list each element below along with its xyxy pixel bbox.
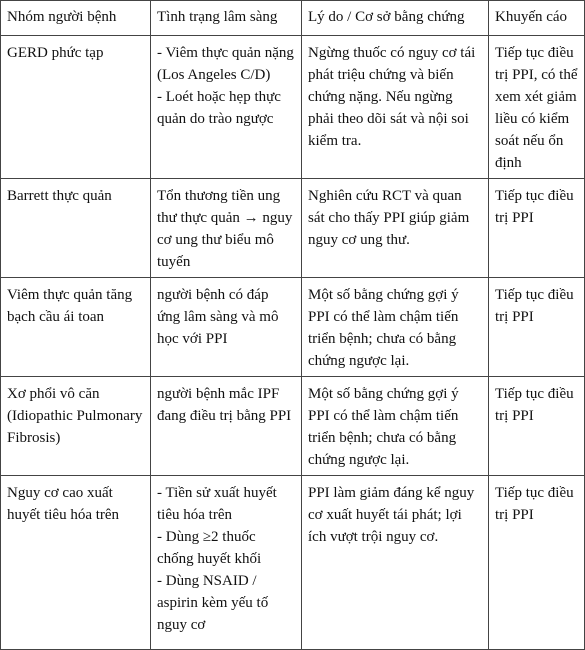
table-row [1,476,585,650]
header-recommendation: Khuyến cáo [489,1,585,36]
condition-line: người bệnh mắc IPF đang điều trị bằng PPI [157,386,292,424]
recommendation-cell: Tiếp tục điều trị PPI, có thể xem xét giảm liều có kiểm soát nếu ổn định [489,36,585,179]
table-row [1,377,585,476]
group-cell: GERD phức tạp [1,36,151,179]
condition-line: Tổn thương tiền ung thư thực quản → nguy cơ ung thư biểu mô tuyến [157,188,293,270]
condition-cell [151,179,302,278]
condition-line: - Tiền sử xuất huyết tiêu hóa trên [157,485,277,523]
reason-cell: Một số bằng chứng gợi ý PPI có thể làm chậm tiến triển bệnh; chưa có bằng chứng ngược lại. [302,377,489,476]
recommendation-cell: Tiếp tục điều trị PPI [489,179,585,278]
group-cell: Nguy cơ cao xuất huyết tiêu hóa trên [1,476,151,650]
table-row [1,36,585,179]
group-cell: Viêm thực quản tăng bạch cầu ái toan [1,278,151,377]
header-reason: Lý do / Cơ sở bằng chứng [302,1,489,36]
reason-cell: Một số bằng chứng gợi ý PPI có thể làm chậm tiến triển bệnh; chưa có bằng chứng ngược lại. [302,278,489,377]
reason-cell: PPI làm giảm đáng kể nguy cơ xuất huyết tái phát; lợi ích vượt trội nguy cơ. [302,476,489,650]
condition-line: - Dùng NSAID / aspirin kèm yếu tố nguy cơ [157,573,269,633]
condition-cell [151,36,302,179]
recommendation-cell: Tiếp tục điều trị PPI [489,278,585,377]
condition-cell [151,278,302,377]
recommendation-cell: Tiếp tục điều trị PPI [489,377,585,476]
header-group: Nhóm người bệnh [1,1,151,36]
header-row [1,1,585,36]
condition-cell [151,377,302,476]
table-row [1,179,585,278]
recommendation-cell: Tiếp tục điều trị PPI [489,476,585,650]
condition-line: - Dùng ≥2 thuốc chống huyết khối [157,529,262,567]
reason-cell: Nghiên cứu RCT và quan sát cho thấy PPI giúp giảm nguy cơ ung thư. [302,179,489,278]
condition-line: - Viêm thực quản nặng (Los Angeles C/D) [157,45,294,83]
header-condition: Tình trạng lâm sàng [151,1,302,36]
condition-line: - Loét hoặc hẹp thực quản do trào ngược [157,89,281,127]
table-row [1,278,585,377]
condition-cell [151,476,302,650]
condition-line: người bệnh có đáp ứng lâm sàng và mô học với PPI [157,287,279,347]
group-cell: Barrett thực quản [1,179,151,278]
group-cell: Xơ phổi vô căn (Idiopathic Pulmonary Fibrosis) [1,377,151,476]
reason-cell: Ngừng thuốc có nguy cơ tái phát triệu chứng và biến chứng nặng. Nếu ngừng phải theo dõi sát và nội soi kiểm tra. [302,36,489,179]
